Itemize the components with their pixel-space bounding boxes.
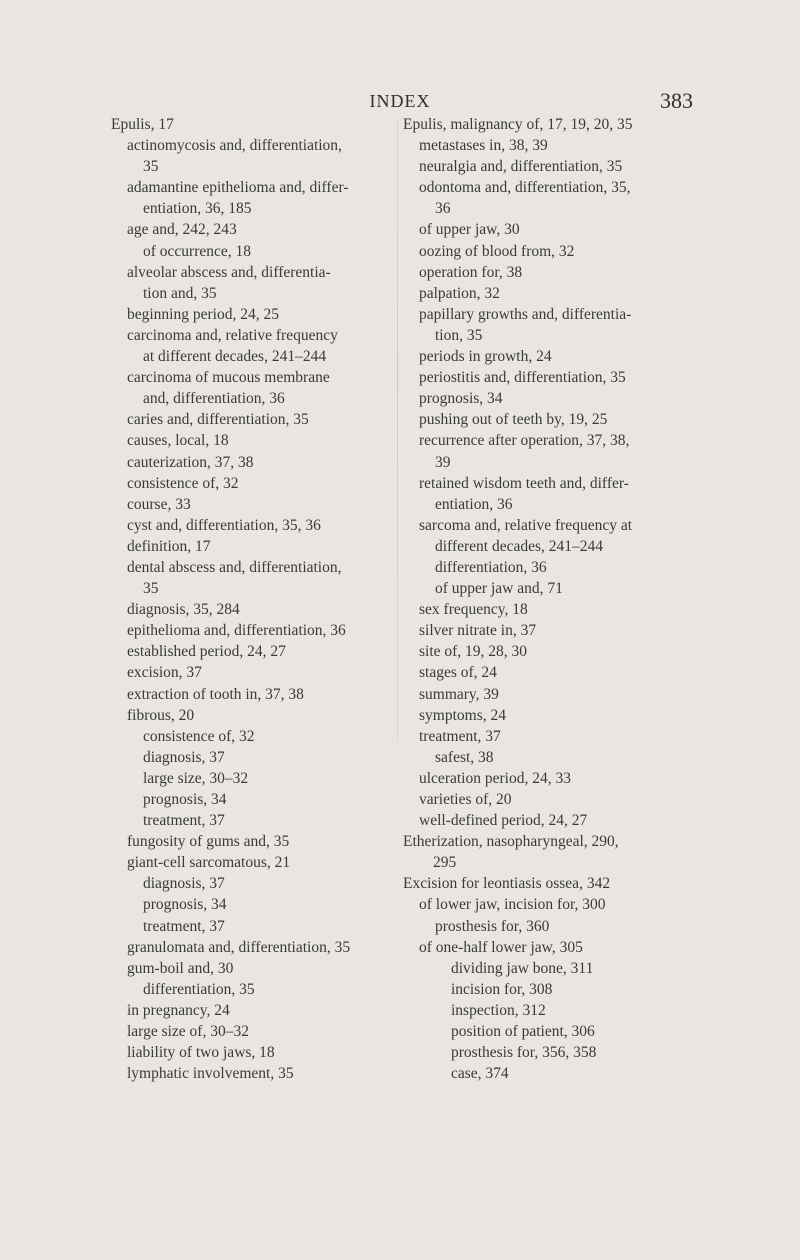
- index-entry: varieties of, 20: [419, 791, 512, 808]
- index-entry: ulceration period, 24, 33: [419, 769, 571, 787]
- index-entry: well-defined period, 24, 27: [419, 812, 588, 830]
- index-entry: sex frequency, 18: [419, 601, 528, 619]
- index-entry: large size, 30–32: [143, 769, 249, 787]
- index-entry: pushing out of teeth by, 19, 25: [419, 411, 608, 429]
- index-entry: of one-half lower jaw, 305: [419, 938, 583, 956]
- index-entry: treatment, 37: [419, 727, 501, 745]
- index-entry: established period, 24, 27: [127, 643, 286, 661]
- index-entry: differentiation, 36: [435, 558, 547, 576]
- index-entry: 36: [435, 200, 451, 218]
- index-entry: symptoms, 24: [419, 706, 506, 724]
- index-entry: case, 374: [451, 1065, 509, 1083]
- index-column-right: [403, 114, 703, 1084]
- index-entry: periostitis and, differentiation, 35: [419, 369, 626, 387]
- index-entry: recurrence after operation, 37, 38,: [419, 432, 630, 450]
- index-entry: of lower jaw, incision for, 300: [419, 896, 606, 914]
- index-entry: diagnosis, 37: [143, 748, 225, 766]
- index-entry: 39: [435, 453, 451, 471]
- index-entry: actinomycosis and, differentiation,: [127, 137, 342, 155]
- index-entry: course, 33: [127, 495, 191, 513]
- index-column-left: [111, 114, 396, 1084]
- index-entry: alveolar abscess and, differentia-: [127, 263, 331, 281]
- index-entry: treatment, 37: [143, 917, 225, 935]
- index-entry: liability of two jaws, 18: [127, 1044, 275, 1062]
- index-entry: of upper jaw and, 71: [435, 580, 563, 598]
- index-entry: consistence of, 32: [127, 474, 239, 492]
- index-entry: definition, 17: [127, 537, 211, 555]
- index-entry: safest, 38: [435, 748, 494, 766]
- index-entry: lymphatic involvement, 35: [127, 1065, 294, 1083]
- index-entry: entiation, 36, 185: [143, 200, 252, 218]
- index-entry: extraction of tooth in, 37, 38: [127, 685, 304, 703]
- index-entry: consistence of, 32: [143, 727, 255, 745]
- index-entry: prosthesis for, 356, 358: [451, 1044, 597, 1062]
- index-entry: dental abscess and, differentiation,: [127, 558, 342, 576]
- index-entry: operation for, 38: [419, 263, 523, 281]
- index-entry: beginning period, 24, 25: [127, 305, 279, 323]
- index-entry: entiation, 36: [435, 495, 513, 513]
- index-entry: fibrous, 20: [127, 706, 195, 724]
- index-entry: of upper jaw, 30: [419, 221, 520, 239]
- index-entry: 35: [143, 158, 159, 176]
- index-entry: site of, 19, 28, 30: [419, 643, 528, 661]
- index-entry: sarcoma and, relative frequency at: [419, 516, 633, 534]
- index-entry: diagnosis, 35, 284: [127, 601, 240, 619]
- index-entry: differentiation, 35: [143, 980, 255, 998]
- index-entry: granulomata and, differentiation, 35: [127, 938, 351, 956]
- index-entry: carcinoma of mucous membrane: [127, 369, 330, 387]
- index-entry: dividing jaw bone, 311: [451, 959, 594, 977]
- index-entry: position of patient, 306: [451, 1023, 595, 1041]
- index-entry: periods in growth, 24: [419, 348, 552, 366]
- index-entry: palpation, 32: [419, 284, 500, 302]
- index-entry: at different decades, 241–244: [143, 348, 327, 366]
- page-number: 383: [660, 88, 693, 113]
- index-entry: and, differentiation, 36: [143, 390, 285, 408]
- index-entry: in pregnancy, 24: [127, 1001, 230, 1019]
- index-entry: incision for, 308: [451, 980, 553, 998]
- index-entry: treatment, 37: [143, 812, 225, 830]
- index-entry: Epulis, 17: [111, 116, 174, 133]
- index-entry: prognosis, 34: [143, 896, 227, 914]
- index-entry: fungosity of gums and, 35: [127, 833, 290, 851]
- index-entry: cyst and, differentiation, 35, 36: [127, 516, 321, 534]
- index-entry: different decades, 241–244: [435, 537, 604, 555]
- index-entry: silver nitrate in, 37: [419, 622, 537, 640]
- index-entry: adamantine epithelioma and, differ-: [127, 179, 349, 197]
- index-entry: excision, 37: [127, 664, 202, 682]
- index-entry: of occurrence, 18: [143, 242, 252, 260]
- index-entry: odontoma and, differentiation, 35,: [419, 179, 631, 197]
- index-entry: age and, 242, 243: [127, 221, 237, 239]
- index-entry: 35: [143, 580, 159, 598]
- index-entry: causes, local, 18: [127, 432, 229, 450]
- index-entry: prosthesis for, 360: [435, 917, 550, 935]
- index-entry: gum-boil and, 30: [127, 959, 234, 977]
- index-entry: prognosis, 34: [143, 791, 227, 808]
- index-entry: tion and, 35: [143, 284, 217, 302]
- index-entry: oozing of blood from, 32: [419, 242, 575, 260]
- index-entry: caries and, differentiation, 35: [127, 411, 309, 429]
- index-entry: large size of, 30–32: [127, 1023, 249, 1041]
- index-entry: epithelioma and, differentiation, 36: [127, 622, 346, 640]
- index-entry: Excision for leontiasis ossea, 342: [403, 875, 611, 893]
- index-entry: papillary growths and, differentia-: [419, 305, 632, 323]
- index-entry: prognosis, 34: [419, 390, 503, 408]
- running-head-title: INDEX: [369, 91, 431, 111]
- index-entry: giant-cell sarcomatous, 21: [127, 854, 291, 872]
- index-entry: diagnosis, 37: [143, 875, 225, 893]
- index-entry: metastases in, 38, 39: [419, 137, 548, 155]
- index-entry: Epulis, malignancy of, 17, 19, 20, 35: [403, 116, 633, 133]
- index-entry: tion, 35: [435, 326, 483, 344]
- index-entry: retained wisdom teeth and, differ-: [419, 474, 629, 492]
- column-divider: [397, 120, 398, 740]
- index-entry: inspection, 312: [451, 1001, 546, 1019]
- index-entry: Etherization, nasopharyngeal, 290,: [403, 833, 619, 851]
- index-entry: neuralgia and, differentiation, 35: [419, 158, 623, 176]
- index-entry: cauterization, 37, 38: [127, 453, 254, 471]
- index-entry: carcinoma and, relative frequency: [127, 326, 338, 344]
- index-entry: summary, 39: [419, 685, 499, 703]
- index-entry: stages of, 24: [419, 664, 497, 682]
- index-entry: 295: [433, 854, 457, 872]
